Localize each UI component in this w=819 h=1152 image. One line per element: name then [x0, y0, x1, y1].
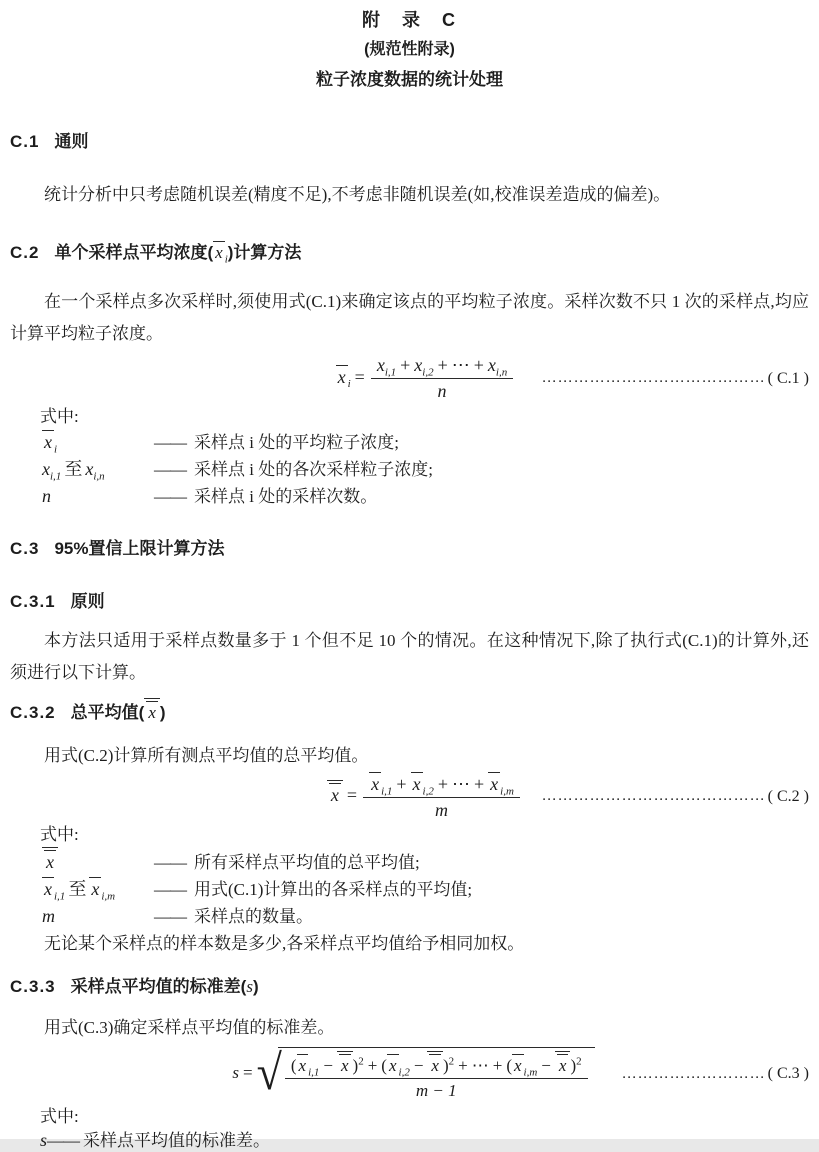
dash: ——	[154, 853, 186, 872]
formula-c1-expression: x $_i$ = $\frac{x_{i,1} + x_{i,2} + \cdots + x_{i,n}}{n}$	[336, 355, 516, 402]
paragraph-c2: 在一个采样点多次采样时,须使用式(C.1)来确定该点的平均粒子浓度。采样次数不只 1 次的采样点,均应计算平均粒子浓度。	[10, 292, 809, 343]
symbol: x	[42, 847, 154, 876]
symbol: x $_{i,1}$ 至 x $_{i,m}$	[44, 879, 116, 903]
dot-leader: ……………………………………	[541, 788, 766, 804]
fraction: $\frac{x _{i,1} + x _{i,2} + \cdots + x _{i,m}}{m}$	[363, 772, 520, 821]
section-number: C.1	[10, 132, 40, 151]
square-root	[256, 1044, 595, 1101]
section-number: C.3	[10, 539, 40, 558]
paragraph-c1: 统计分析中只考虑随机误差(精度不足),不考虑非随机误差(如,校准误差造成的偏差)。	[44, 185, 671, 204]
section-title: 95%置信上限计算方法	[54, 539, 225, 558]
section-title: 原则	[70, 592, 105, 611]
grand-mean-symbol: x	[144, 703, 160, 722]
definition-list-c2	[10, 847, 809, 930]
definition-text: 采样点 i 处的各次采样粒子浓度;	[194, 460, 433, 479]
section-heading-c31	[10, 591, 809, 613]
note-c32: 无论某个采样点的样本数是多少,各采样点平均值给予相同加权。	[44, 934, 525, 953]
where-label: 式中:	[40, 407, 79, 426]
section-heading-c3	[10, 538, 809, 560]
definition-text: 所有采样点平均值的总平均值;	[194, 853, 420, 872]
definition-text: 采样点 i 处的平均粒子浓度;	[194, 433, 399, 452]
section-heading-c33	[10, 976, 809, 998]
formula-c2-expression: x = $\frac{x _{i,1} + x _{i,2} + \cdots + x _{i,m}}{m}$	[327, 772, 522, 821]
definition-text: 采样点的数量。	[194, 907, 313, 926]
where-label: 式中:	[40, 1107, 79, 1126]
section-heading-c2	[10, 241, 809, 264]
fraction: $\frac{( x _{i,1} - x )^2 + ( x _{i,2} - x )^2 + \cdots + ( x _{i,m} - x )^2}{m - 1}$	[285, 1051, 588, 1101]
paragraph-c32: 用式(C.2)计算所有测点平均值的总平均值。	[44, 746, 369, 765]
formula-c3-expression: s = √ $\frac{( x _{i,1} - x )^2 + ( x _{i,2} - x )^2 + \cdots + ( x _{i,m} - x )^2}{m - 1}$	[232, 1047, 594, 1101]
radical-sign: √	[256, 1044, 282, 1100]
section-number: C.3.1	[10, 592, 56, 611]
formula-c2	[10, 772, 809, 821]
definition-list-c1	[10, 429, 809, 510]
dash: ——	[47, 1131, 80, 1150]
dash: ——	[154, 907, 186, 926]
formula-c1	[10, 355, 809, 402]
formula-tag-c2: ( C.2 )	[767, 787, 809, 805]
appendix-subtitle: (规范性附录)	[364, 41, 455, 58]
section-number: C.3.2	[10, 703, 56, 722]
definition-text: 用式(C.1)计算出的各采样点的平均值;	[194, 880, 473, 899]
fraction: $\frac{x_{i,1} + x_{i,2} + \cdots + x_{i,n}}{n}$	[371, 355, 513, 402]
dot-leader: ………………………	[621, 1065, 766, 1082]
section-heading-c32	[10, 698, 809, 724]
paragraph-c31: 本方法只适用于采样点数量多于 1 个但不足 10 个的情况。在这种情况下,除了执行式(C.1)的计算外,还须进行以下计算。	[10, 631, 809, 682]
formula-tag-c3: ( C.3 )	[767, 1065, 809, 1082]
symbol: x $_i$	[44, 432, 58, 456]
symbol: n	[42, 486, 51, 506]
definition-row	[42, 903, 809, 930]
definition-text: 采样点平均值的标准差。	[83, 1131, 271, 1150]
section-title: 采样点平均值的标准差(s)	[70, 977, 259, 996]
s-symbol: s	[246, 977, 253, 996]
dash: ——	[154, 433, 186, 452]
section-title: 总平均值( x )	[71, 703, 166, 722]
dot-leader: ……………………………………	[541, 370, 766, 386]
appendix-title: 附 录 C	[362, 10, 457, 30]
section-number: C.3.3	[10, 977, 56, 996]
symbol: $x_{i,1}$ 至 $x_{i,n}$	[42, 459, 105, 483]
section-heading-c1	[10, 131, 809, 153]
section-title: 通则	[54, 132, 89, 151]
dash: ——	[154, 487, 186, 506]
symbol: s	[40, 1130, 48, 1150]
dash: ——	[154, 460, 186, 479]
section-number: C.2	[10, 243, 40, 262]
definition-row	[42, 876, 809, 903]
dash: ——	[154, 880, 186, 899]
paragraph-c33: 用式(C.3)确定采样点平均值的标准差。	[44, 1018, 335, 1037]
mean-symbol: x $_i$	[215, 243, 228, 266]
definition-row	[42, 483, 809, 510]
formula-tag-c1: ( C.1 )	[767, 369, 809, 387]
definition-row	[42, 429, 809, 456]
formula-c3	[10, 1044, 809, 1101]
symbol: m	[42, 906, 55, 926]
appendix-title-block	[10, 8, 809, 91]
section-title: 单个采样点平均浓度( x $_i$)计算方法	[54, 243, 302, 266]
definition-row	[42, 847, 809, 876]
definition-text: 采样点 i 处的采样次数。	[194, 487, 378, 506]
where-label: 式中:	[40, 825, 79, 844]
definition-row	[42, 456, 809, 483]
definition-row-s	[10, 1129, 809, 1152]
appendix-topic: 粒子浓度数据的统计处理	[316, 70, 503, 89]
xbar-i: x	[337, 366, 346, 387]
x-double-bar: x	[327, 780, 343, 805]
